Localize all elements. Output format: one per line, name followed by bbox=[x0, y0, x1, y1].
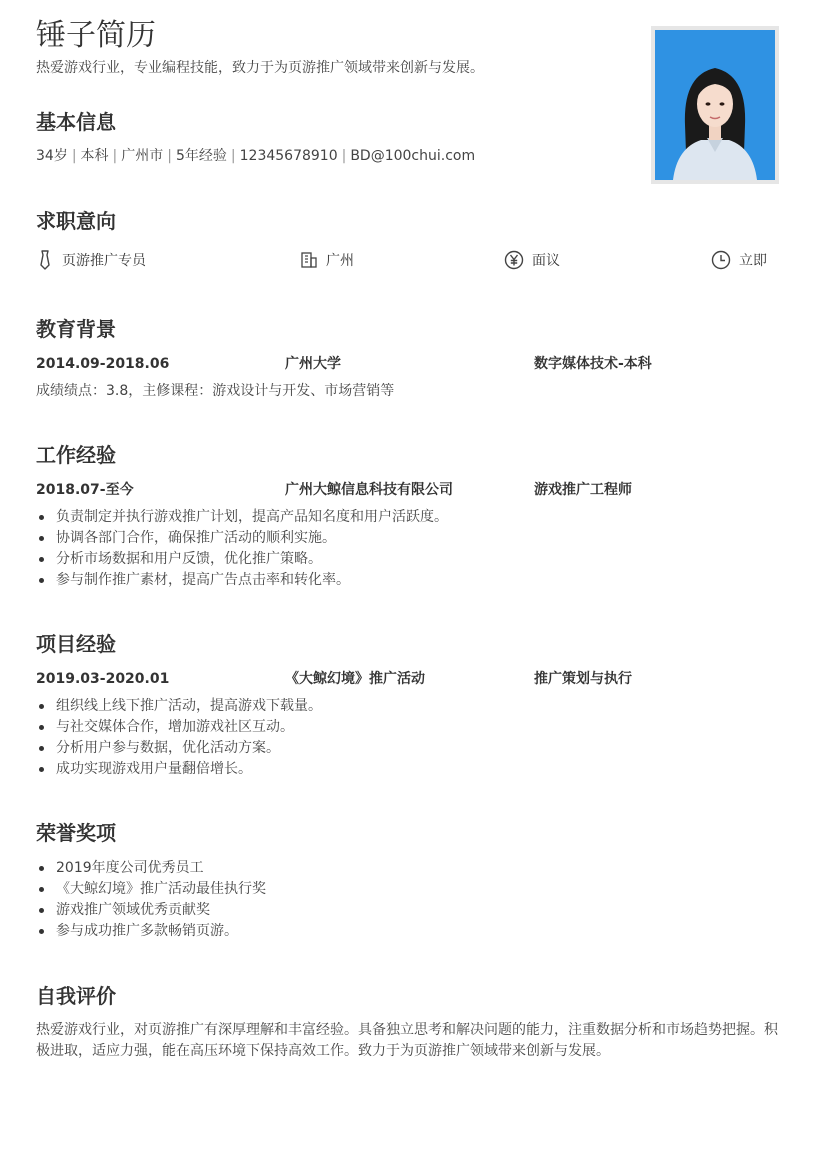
separator: | bbox=[112, 148, 118, 164]
work-period: 2018.07-至今 bbox=[36, 482, 134, 498]
list-item: 分析用户参与数据，优化活动方案。 bbox=[36, 738, 322, 759]
clock-icon bbox=[711, 250, 731, 270]
intent-position bbox=[36, 249, 146, 271]
list-item: 协调各部门合作，确保推广活动的顺利实施。 bbox=[36, 528, 448, 549]
education-period: 2014.09-2018.06 bbox=[36, 356, 170, 372]
project-header-row bbox=[36, 669, 776, 689]
work-bullet-list bbox=[36, 507, 448, 591]
separator: | bbox=[230, 148, 236, 164]
list-item: 参与制作推广素材，提高广告点击率和转化率。 bbox=[36, 570, 448, 591]
tie-icon bbox=[36, 250, 54, 270]
separator: | bbox=[71, 148, 77, 164]
intent-location-label: 广州 bbox=[326, 253, 354, 269]
portrait-image bbox=[655, 30, 775, 180]
intent-location bbox=[300, 249, 354, 271]
education-header-row bbox=[36, 354, 776, 374]
experience-years: 5年经验 bbox=[175, 148, 227, 164]
intent-row bbox=[36, 249, 776, 271]
intent-salary-label: 面议 bbox=[532, 253, 560, 269]
project-bullet-list bbox=[36, 696, 322, 780]
age: 34岁 bbox=[36, 148, 68, 164]
yen-icon bbox=[504, 250, 524, 270]
list-item: 分析市场数据和用户反馈，优化推广策略。 bbox=[36, 549, 448, 570]
project-period: 2019.03-2020.01 bbox=[36, 671, 170, 687]
profile-photo bbox=[651, 26, 779, 184]
list-item: 负责制定并执行游戏推广计划，提高产品知名度和用户活跃度。 bbox=[36, 507, 448, 528]
phone: 12345678910 bbox=[239, 148, 338, 164]
list-item: 与社交媒体合作，增加游戏社区互动。 bbox=[36, 717, 322, 738]
self-evaluation-text: 热爱游戏行业，对页游推广有深厚理解和丰富经验。具备独立思考和解决问题的能力，注重数据分析和市场趋势把握。积极进取，适应力强，能在高压环境下保持高效工作。致力于为页游推广领域带来创新与发展。 bbox=[36, 1022, 778, 1059]
basic-info-line bbox=[36, 146, 475, 166]
intent-availability-label: 立即 bbox=[739, 253, 767, 269]
project-role: 推广策划与执行 bbox=[534, 671, 632, 687]
separator: | bbox=[167, 148, 172, 164]
city: 广州市 bbox=[121, 148, 164, 164]
list-item: 参与成功推广多款畅销页游。 bbox=[36, 921, 266, 942]
list-item: 组织线上线下推广活动，提高游戏下载量。 bbox=[36, 696, 322, 717]
separator: | bbox=[341, 148, 347, 164]
work-company: 广州大鲸信息科技有限公司 bbox=[285, 482, 453, 498]
project-name: 《大鲸幻境》推广活动 bbox=[285, 671, 425, 687]
section-title-education: 教育背景 bbox=[36, 317, 116, 341]
email: BD@100chui.com bbox=[350, 148, 476, 164]
education-school: 广州大学 bbox=[285, 356, 341, 372]
section-title-self-eval: 自我评价 bbox=[36, 984, 116, 1008]
education-detail: 成绩绩点：3.8，主修课程：游戏设计与开发、市场营销等 bbox=[36, 383, 395, 399]
section-title-basic: 基本信息 bbox=[36, 110, 116, 134]
section-title-work: 工作经验 bbox=[36, 443, 116, 467]
work-role: 游戏推广工程师 bbox=[534, 482, 632, 498]
section-title-project: 项目经验 bbox=[36, 632, 116, 656]
intent-salary bbox=[504, 249, 560, 271]
list-item: 游戏推广领域优秀贡献奖 bbox=[36, 900, 266, 921]
honors-bullet-list bbox=[36, 858, 266, 942]
intent-availability bbox=[711, 249, 767, 271]
section-title-intent: 求职意向 bbox=[36, 209, 116, 233]
work-header-row bbox=[36, 480, 776, 500]
building-icon bbox=[300, 251, 318, 269]
list-item: 成功实现游戏用户量翻倍增长。 bbox=[36, 759, 322, 780]
section-title-honors: 荣誉奖项 bbox=[36, 821, 116, 845]
degree: 本科 bbox=[80, 148, 109, 164]
resume-name: 锤子简历 bbox=[36, 18, 156, 53]
list-item: 2019年度公司优秀员工 bbox=[36, 858, 266, 879]
list-item: 《大鲸幻境》推广活动最佳执行奖 bbox=[36, 879, 266, 900]
resume-tagline: 热爱游戏行业，专业编程技能，致力于为页游推广领域带来创新与发展。 bbox=[36, 60, 484, 76]
education-major: 数字媒体技术-本科 bbox=[534, 356, 652, 372]
intent-position-label: 页游推广专员 bbox=[62, 253, 146, 269]
